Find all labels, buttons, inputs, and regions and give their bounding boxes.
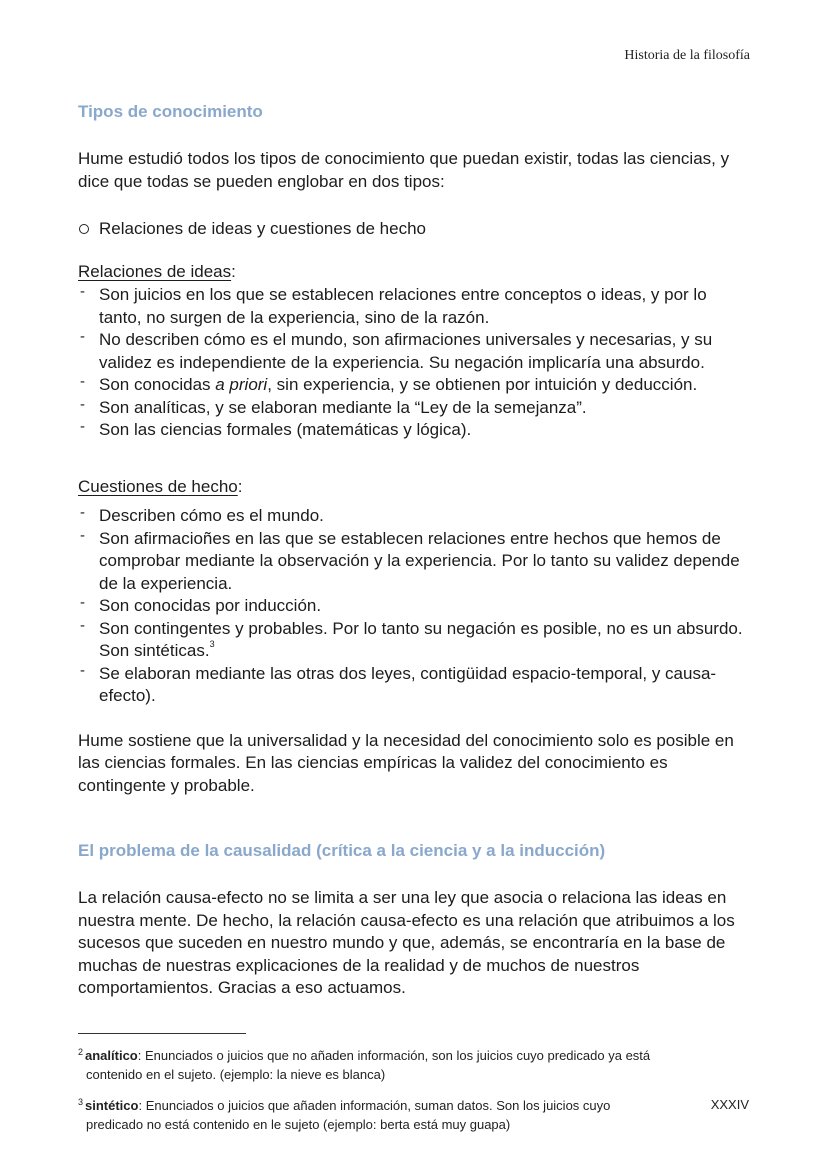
relaciones-list [78, 284, 750, 442]
conclusion-paragraph: Hume sostiene que la universalidad y la necesidad del conocimiento solo es posible en las ciencias formales. En las ciencias empíricas la validez del conocimiento es contingente y probable. [78, 730, 734, 795]
circle-list-item-text: Relaciones de ideas y cuestiones de hecho [99, 219, 426, 238]
footnote-term: analítico [85, 1048, 138, 1063]
emphasis-a-priori: a priori [215, 375, 268, 394]
cuestiones-list [78, 505, 750, 708]
list-item: - Describen cómo es el mundo. [78, 505, 750, 528]
causalidad-paragraph: La relación causa-efecto no se limita a ser una ley que asocia o relaciona las ideas en nuestra mente. De hecho, la relación causa-efecto es una relación que atribuimos a los sucesos que suceden en nuestro mundo y que, además, se encontraría en la base de muchas de nuestras explicaciones de la realidad y de muchos de nuestros comportamientos. Gracias a eso actuamos. [78, 888, 735, 997]
list-item [78, 618, 750, 663]
footnote-number: 3 [78, 1097, 84, 1107]
footnote-text-line2: contenido en el sujeto. (ejemplo: la nieve es blanca) [86, 1067, 386, 1082]
footnote-term: sintético [85, 1098, 139, 1113]
subheading-cuestiones-text: Cuestiones de hecho [78, 476, 238, 496]
footnote-text: : Enunciados o juicios que añaden información, suman datos. Son los juicios cuyo [138, 1098, 611, 1113]
subheading-relaciones [78, 261, 750, 284]
list-item [78, 374, 750, 397]
circle-bullet-icon [79, 224, 89, 234]
list-item: - Son juicios en los que se establecen relaciones entre conceptos o ideas, y por lo tanto, no surgen de la experiencia, sino de la razón. [78, 284, 750, 329]
circle-list-item [78, 218, 750, 241]
list-item-text: Son conocidas [99, 375, 216, 394]
section-heading-causalidad: El problema de la causalidad (crítica a la ciencia y a la inducción) [78, 841, 606, 860]
list-item-text: , sin experiencia, y se obtienen por intuición y deducción. [267, 375, 698, 394]
running-header: Historia de la filosofía [624, 48, 750, 63]
list-item: - No describen cómo es el mundo, son afirmaciones universales y necesarias, y su validez es independiente de la experiencia. Su negación implicaría una absurdo. [78, 329, 750, 374]
footnote-text-line2: predicado no está contenido en le sujeto (ejemplo: berta está muy guapa) [86, 1117, 511, 1132]
list-item-text: Son contingentes y probables. Por lo tanto su negación es posible, no es un absurdo. Son sintéticas. [99, 618, 743, 660]
intro-paragraph: Hume estudió todos los tipos de conocimiento que puedan existir, todas las ciencias, y dice que todas se pueden englobar en dos tipos: [78, 149, 730, 191]
footnote-text: : Enunciados o juicios que no añaden información, son los juicios cuyo predicado ya está [137, 1048, 651, 1063]
subheading-relaciones-text: Relaciones de ideas [78, 261, 232, 281]
subheading-cuestiones-colon: : [237, 476, 243, 496]
list-item: - Son afirmacioñes en las que se establecen relaciones entre hechos que hemos de comprobar mediante la observación y la experiencia. Por lo tanto su validez depende de la experiencia. [78, 528, 750, 596]
list-item: - Son analíticas, y se elaboran mediante la “Ley de la semejanza”. [78, 397, 750, 420]
footnote-number: 2 [78, 1047, 84, 1057]
section-heading-tipos: Tipos de conocimiento [78, 102, 263, 121]
footnote-3 [78, 1097, 698, 1134]
list-item: - Son conocidas por inducción. [78, 595, 750, 618]
footnote-divider [78, 1033, 246, 1034]
page-number: XXXIV [710, 1097, 749, 1112]
subheading-cuestiones [78, 476, 750, 499]
subheading-relaciones-colon: : [231, 261, 236, 281]
list-item: - Son las ciencias formales (matemáticas y lógica). [78, 419, 750, 442]
footnote-ref-3: 3 [209, 639, 215, 650]
footnote-2 [78, 1047, 698, 1084]
list-item: - Se elaboran mediante las otras dos leyes, contigüidad espacio-temporal, y causa-efecto). [78, 663, 750, 708]
page-content [78, 100, 750, 1000]
